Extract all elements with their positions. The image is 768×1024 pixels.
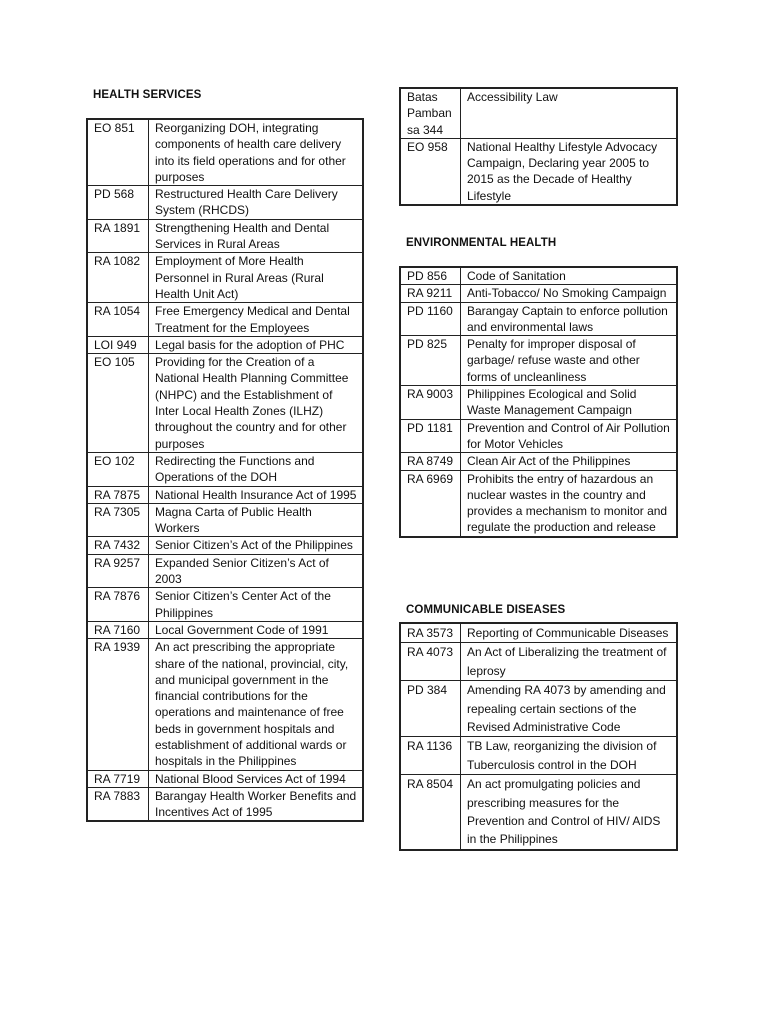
law-description-cell: Clean Air Act of the Philippines [461, 453, 678, 470]
law-description-cell: Providing for the Creation of a National Health Planning Committee (NHPC) and the Establishment of Inter Local Health Zones (ILHZ) throughout the country and for other purposes [149, 354, 364, 453]
law-row [400, 285, 677, 302]
law-row [87, 186, 363, 220]
law-description-cell: Prevention and Control of Air Pollution for Motor Vehicles [461, 419, 678, 453]
law-code-cell: RA 3573 [400, 623, 461, 643]
law-code-cell: EO 958 [400, 138, 461, 205]
communicable-diseases-heading: COMMUNICABLE DISEASES [406, 604, 566, 616]
law-code-cell: RA 1082 [87, 253, 149, 303]
law-row [87, 588, 363, 622]
law-row [400, 267, 677, 285]
law-code-cell: PD 1181 [400, 419, 461, 453]
law-code-cell: RA 7160 [87, 621, 149, 638]
law-description-cell: Reporting of Communicable Diseases [461, 623, 678, 643]
law-row [87, 303, 363, 337]
law-description-cell: Senior Citizen’s Center Act of the Philippines [149, 588, 364, 622]
law-row [87, 452, 363, 486]
law-code-cell: RA 7875 [87, 486, 149, 503]
law-code-cell: PD 384 [400, 681, 461, 737]
law-row [87, 621, 363, 638]
law-row [400, 138, 677, 205]
law-row [87, 537, 363, 554]
law-row [400, 643, 677, 681]
law-code-cell: RA 8504 [400, 775, 461, 850]
environmental-health-rows [400, 267, 677, 537]
law-code-cell: RA 9211 [400, 285, 461, 302]
law-description-cell: Code of Sanitation [461, 267, 678, 285]
law-row [87, 639, 363, 770]
law-description-cell: Redirecting the Functions and Operations of the DOH [149, 452, 364, 486]
law-description-cell: Accessibility Law [461, 88, 678, 138]
law-code-cell: PD 856 [400, 267, 461, 285]
law-row [400, 470, 677, 537]
law-description-cell: Restructured Health Care Delivery System (RHCDS) [149, 186, 364, 220]
law-description-cell: Penalty for improper disposal of garbage/ refuse waste and other forms of uncleanliness [461, 336, 678, 386]
law-row [400, 88, 677, 138]
law-code-cell: RA 7305 [87, 503, 149, 537]
law-row [400, 386, 677, 420]
law-code-cell: RA 8749 [400, 453, 461, 470]
law-code-cell: EO 105 [87, 354, 149, 453]
law-description-cell: Senior Citizen’s Act of the Philippines [149, 537, 364, 554]
law-description-cell: An Act of Liberalizing the treatment of leprosy [461, 643, 678, 681]
environmental-health-table [399, 266, 678, 538]
law-row [400, 336, 677, 386]
law-row [400, 775, 677, 850]
law-row [87, 354, 363, 453]
law-code-cell: RA 7719 [87, 770, 149, 787]
communicable-diseases-rows [400, 623, 677, 850]
health-services-heading: HEALTH SERVICES [93, 89, 202, 101]
law-row [87, 770, 363, 787]
law-code-cell: RA 7432 [87, 537, 149, 554]
law-description-cell: Strengthening Health and Dental Services in Rural Areas [149, 219, 364, 253]
health-services-continued-rows [400, 88, 677, 205]
law-description-cell: National Blood Services Act of 1994 [149, 770, 364, 787]
law-row [87, 219, 363, 253]
law-code-cell: RA 6969 [400, 470, 461, 537]
law-description-cell: Legal basis for the adoption of PHC [149, 336, 364, 353]
law-row [400, 737, 677, 775]
law-description-cell: Barangay Captain to enforce pollution and environmental laws [461, 302, 678, 336]
law-description-cell: Expanded Senior Citizen’s Act of 2003 [149, 554, 364, 588]
law-description-cell: An act prescribing the appropriate share of the national, provincial, city, and municipal government in the financial contributions for the operations and maintenance of free beds in government hospitals and establishment of additional wards or hospitals in the Philippines [149, 639, 364, 770]
environmental-health-heading: ENVIRONMENTAL HEALTH [406, 237, 557, 249]
law-code-cell: RA 1054 [87, 303, 149, 337]
law-description-cell: Barangay Health Worker Benefits and Incentives Act of 1995 [149, 787, 364, 821]
law-code-cell: RA 7876 [87, 588, 149, 622]
law-row [400, 419, 677, 453]
health-services-table [86, 118, 364, 822]
law-description-cell: TB Law, reorganizing the division of Tuberculosis control in the DOH [461, 737, 678, 775]
law-row [400, 302, 677, 336]
law-row [87, 119, 363, 186]
law-row [87, 554, 363, 588]
law-code-cell: RA 9003 [400, 386, 461, 420]
law-row [87, 486, 363, 503]
law-description-cell: Reorganizing DOH, integrating components of health care delivery into its field operations and for other purposes [149, 119, 364, 186]
health-services-continued-table [399, 87, 678, 206]
communicable-diseases-table [399, 622, 678, 851]
law-description-cell: Employment of More Health Personnel in Rural Areas (Rural Health Unit Act) [149, 253, 364, 303]
law-description-cell: Prohibits the entry of hazardous an nuclear wastes in the country and provides a mechanism to monitor and regulate the production and release [461, 470, 678, 537]
law-description-cell: An act promulgating policies and prescribing measures for the Prevention and Control of HIV/ AIDS in the Philippines [461, 775, 678, 850]
law-description-cell: Free Emergency Medical and Dental Treatment for the Employees [149, 303, 364, 337]
law-code-cell: Batas Pamban sa 344 [400, 88, 461, 138]
health-services-rows [87, 119, 363, 821]
law-row [400, 453, 677, 470]
law-row [87, 253, 363, 303]
law-row [400, 681, 677, 737]
law-code-cell: RA 4073 [400, 643, 461, 681]
law-row [87, 336, 363, 353]
law-code-cell: PD 568 [87, 186, 149, 220]
law-row [87, 787, 363, 821]
law-code-cell: PD 1160 [400, 302, 461, 336]
law-code-cell: EO 851 [87, 119, 149, 186]
law-code-cell: LOI 949 [87, 336, 149, 353]
law-code-cell: RA 1136 [400, 737, 461, 775]
law-description-cell: Local Government Code of 1991 [149, 621, 364, 638]
law-code-cell: RA 9257 [87, 554, 149, 588]
law-description-cell: National Healthy Lifestyle Advocacy Campaign, Declaring year 2005 to 2015 as the Decade of Healthy Lifestyle [461, 138, 678, 205]
law-code-cell: EO 102 [87, 452, 149, 486]
law-description-cell: Magna Carta of Public Health Workers [149, 503, 364, 537]
law-description-cell: Philippines Ecological and Solid Waste Management Campaign [461, 386, 678, 420]
law-row [87, 503, 363, 537]
law-row [400, 623, 677, 643]
law-description-cell: Anti-Tobacco/ No Smoking Campaign [461, 285, 678, 302]
law-code-cell: RA 7883 [87, 787, 149, 821]
law-code-cell: RA 1939 [87, 639, 149, 770]
law-description-cell: National Health Insurance Act of 1995 [149, 486, 364, 503]
law-code-cell: RA 1891 [87, 219, 149, 253]
law-code-cell: PD 825 [400, 336, 461, 386]
law-description-cell: Amending RA 4073 by amending and repealing certain sections of the Revised Administrative Code [461, 681, 678, 737]
